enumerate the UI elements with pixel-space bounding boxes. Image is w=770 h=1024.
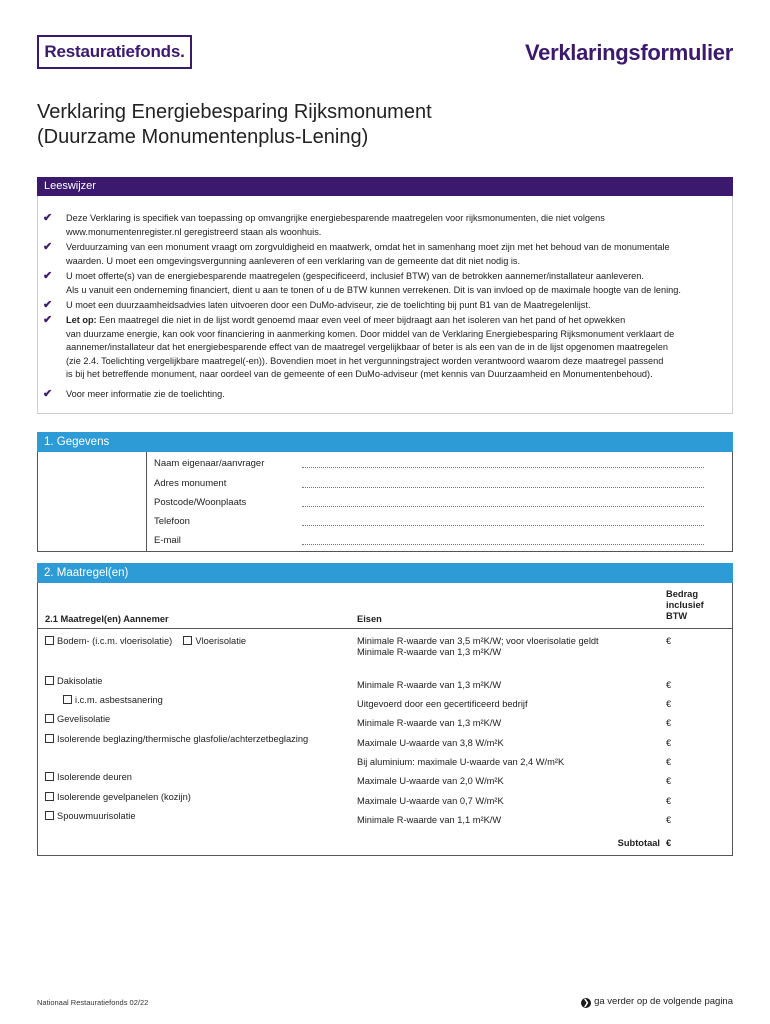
asbest-checkbox[interactable] bbox=[63, 695, 72, 704]
amount-field[interactable]: € bbox=[666, 636, 672, 646]
amount-field[interactable]: € bbox=[666, 796, 672, 806]
deuren-checkbox[interactable] bbox=[45, 772, 54, 781]
col-header-aannemer: 2.1 Maatregel(en) Aannemer bbox=[45, 614, 169, 624]
col-header-eisen: Eisen bbox=[357, 614, 382, 624]
amount-field[interactable]: € bbox=[666, 757, 672, 767]
check-icon: ✔ bbox=[43, 299, 53, 311]
eis-dak: Minimale R-waarde van 1,3 m²K/W bbox=[357, 680, 502, 690]
leeswijzer-heading: Leeswijzer bbox=[37, 177, 733, 196]
email-label: E-mail bbox=[154, 535, 181, 546]
next-page-link[interactable]: ❯ ga verder op de volgende pagina bbox=[582, 996, 733, 1007]
table-header-divider bbox=[37, 628, 733, 629]
owner-name-field[interactable] bbox=[302, 467, 704, 468]
postcode-city-label: Postcode/Woonplaats bbox=[154, 497, 247, 508]
gegevens-divider bbox=[146, 452, 147, 552]
check-icon: ✔ bbox=[43, 241, 53, 253]
table-row: Bodem- (i.c.m. vloerisolatie) Vloerisolatie bbox=[45, 636, 246, 647]
page-title-line-1: Verklaring Energiebesparing Rijksmonument bbox=[37, 101, 432, 123]
eis-panelen: Maximale U-waarde van 0,7 W/m²K bbox=[357, 796, 504, 806]
check-icon: ✔ bbox=[43, 388, 53, 400]
amount-field[interactable]: € bbox=[666, 815, 672, 825]
table-row: i.c.m. asbestsanering bbox=[63, 695, 163, 706]
table-row: Isolerende beglazing/thermische glasfolie/achterzetbeglazing bbox=[45, 734, 308, 745]
table-row: Gevelisolatie bbox=[45, 714, 110, 725]
email-field[interactable] bbox=[302, 544, 704, 545]
amount-field[interactable]: € bbox=[666, 699, 672, 709]
maatregelen-heading: 2. Maatregel(en) bbox=[37, 563, 733, 583]
spouw-checkbox[interactable] bbox=[45, 811, 54, 820]
vloer-checkbox[interactable] bbox=[183, 636, 192, 645]
arrow-right-icon: ❯ bbox=[582, 998, 590, 1007]
panelen-checkbox[interactable] bbox=[45, 792, 54, 801]
owner-name-label: Naam eigenaar/aanvrager bbox=[154, 458, 265, 469]
eis-gevel: Minimale R-waarde van 1,3 m²K/W bbox=[357, 718, 502, 728]
table-row: Isolerende deuren bbox=[45, 772, 132, 783]
eis-glas: Maximale U-waarde van 3,8 W/m²K bbox=[357, 738, 504, 748]
eis-bodem: Minimale R-waarde van 3,5 m²K/W; voor vloerisolatie geldt Minimale R-waarde van 1,3 m²K/W bbox=[357, 636, 599, 657]
monument-address-field[interactable] bbox=[302, 487, 704, 488]
eis-spouw: Minimale R-waarde van 1,1 m²K/W bbox=[357, 815, 502, 825]
check-icon: ✔ bbox=[43, 314, 53, 326]
eis-aluminium: Bij aluminium: maximale U-waarde van 2,4 W/m²K bbox=[357, 757, 565, 767]
check-icon: ✔ bbox=[43, 212, 53, 224]
footer-version: Nationaal Restauratiefonds 02/22 bbox=[37, 998, 149, 1007]
eis-asbest: Uitgevoerd door een gecertificeerd bedrijf bbox=[357, 699, 528, 709]
amount-field[interactable]: € bbox=[666, 738, 672, 748]
form-type-title: Verklaringsformulier bbox=[525, 40, 733, 65]
postcode-city-field[interactable] bbox=[302, 506, 704, 507]
table-row: Spouwmuurisolatie bbox=[45, 811, 136, 822]
dak-checkbox[interactable] bbox=[45, 676, 54, 685]
eis-deuren: Maximale U-waarde van 2,0 W/m²K bbox=[357, 776, 504, 786]
monument-address-label: Adres monument bbox=[154, 478, 227, 489]
amount-field[interactable]: € bbox=[666, 776, 672, 786]
phone-field[interactable] bbox=[302, 525, 704, 526]
subtotaal-field[interactable]: € bbox=[666, 838, 672, 848]
gegevens-heading: 1. Gegevens bbox=[37, 432, 733, 452]
phone-label: Telefoon bbox=[154, 516, 190, 527]
amount-field[interactable]: € bbox=[666, 718, 672, 728]
page-title-line-2: (Duurzame Monumentenplus-Lening) bbox=[37, 126, 369, 148]
bodem-checkbox[interactable] bbox=[45, 636, 54, 645]
amount-field[interactable]: € bbox=[666, 680, 672, 690]
page-title bbox=[37, 100, 727, 150]
restauratiefonds-logo: Restauratiefonds. bbox=[37, 35, 192, 69]
glas-checkbox[interactable] bbox=[45, 734, 54, 743]
subtotaal-label: Subtotaal bbox=[617, 838, 660, 848]
table-row: Dakisolatie bbox=[45, 676, 102, 687]
table-row: Isolerende gevelpanelen (kozijn) bbox=[45, 792, 191, 803]
gevel-checkbox[interactable] bbox=[45, 714, 54, 723]
col-header-bedrag: Bedrag inclusief BTW bbox=[666, 589, 704, 621]
check-icon: ✔ bbox=[43, 270, 53, 282]
